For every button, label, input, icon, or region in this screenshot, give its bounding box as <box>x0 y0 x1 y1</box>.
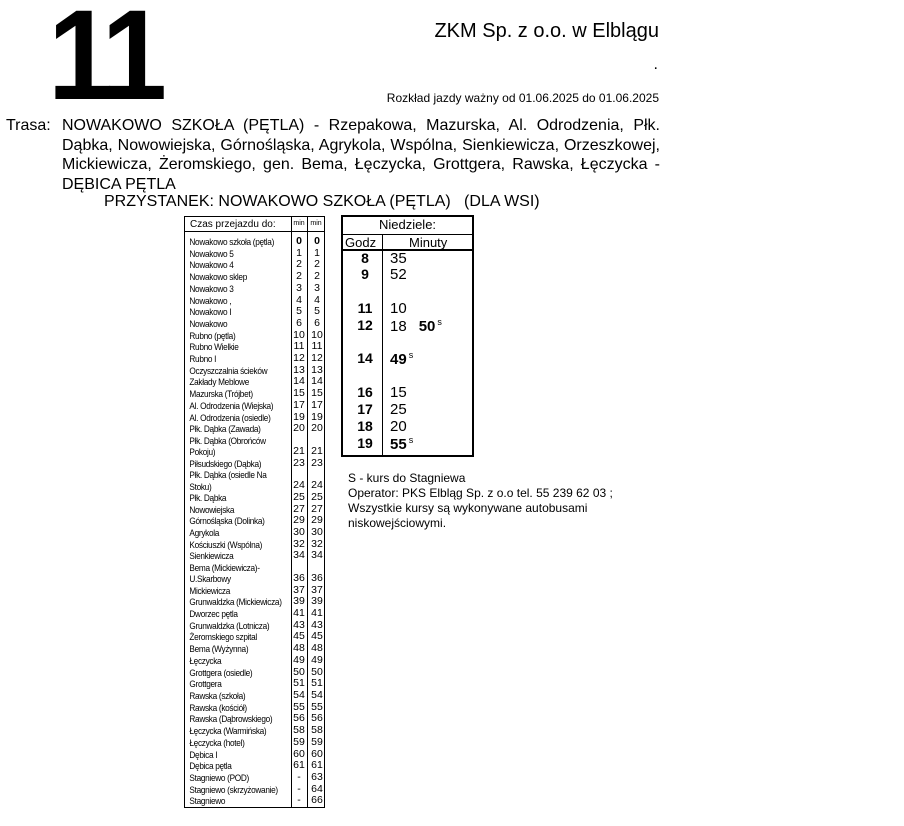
time-cell-1: 56 <box>293 712 305 725</box>
minute-value: 35 <box>390 250 407 267</box>
hour-cell: 11 <box>357 300 373 316</box>
note-line: niskowejściowymi. <box>348 516 447 530</box>
stop-name-cell: Grunwaldzka (Lotnicza) <box>189 619 270 631</box>
schedule-row <box>343 401 472 418</box>
stop-name-cell: Rubno Wielkie <box>189 341 239 353</box>
note-line: Operator: PKS Elbląg Sp. z o.o tel. 55 239 62 03 ; <box>348 486 613 500</box>
time-cell-1: 41 <box>293 607 305 620</box>
time-cell-1: 25 <box>293 490 305 503</box>
schedule-row <box>343 317 472 334</box>
minute-value: 55 <box>390 436 407 453</box>
time-cell-1: 58 <box>293 724 305 737</box>
stop-name-cell: Nowakowo <box>189 317 228 329</box>
stop-name-cell: Nowakowo sklep <box>189 271 247 283</box>
minute-value: 18 <box>390 318 407 335</box>
schedule-row <box>343 384 472 401</box>
stop-name-cell: Rawska (Dąbrowskiego) <box>189 713 273 725</box>
schedule-row <box>343 418 472 435</box>
stop-name-cell: Nowakowo 3 <box>189 282 234 294</box>
minutes-cell <box>390 435 425 453</box>
stop-name-cell: Nowakowo , <box>189 294 232 306</box>
travel-times-header <box>185 217 324 232</box>
time-cell-2: 41 <box>311 607 323 620</box>
table-row <box>185 306 324 318</box>
time-cell-1: 43 <box>293 618 305 631</box>
time-cell-1: - <box>297 782 301 795</box>
time-cell-1: 12 <box>293 352 305 365</box>
table-row <box>185 458 324 470</box>
time-cell-2: 2 <box>314 258 320 271</box>
stop-name-cell: Rubno (pętla) <box>189 329 236 341</box>
hour-cell: 16 <box>357 384 373 400</box>
time-cell-2: 34 <box>311 549 323 562</box>
time-cell-1: - <box>297 794 301 807</box>
departure-minute <box>390 318 407 335</box>
minute-value: 50 <box>418 318 436 335</box>
table-row <box>185 562 324 585</box>
time-cell-2: 56 <box>311 712 323 725</box>
time-cell-1: 54 <box>293 688 305 701</box>
time-cell-2: 49 <box>311 653 323 666</box>
time-cell-1: 2 <box>296 258 302 271</box>
minutes-cell <box>390 401 419 418</box>
time-cell-1: 50 <box>293 665 305 678</box>
note-line: Wszystkie kursy są wykonywane autobusami <box>348 501 588 515</box>
route-label: Trasa: <box>6 117 51 134</box>
stop-name-cell: Stagniewo (POD) <box>189 771 249 783</box>
stop-name-cell: Mickiewicza <box>189 584 231 596</box>
stop-name-cell: Łęczycka <box>189 654 222 666</box>
hour-cell: 18 <box>357 418 373 434</box>
time-cell-1: 49 <box>293 653 305 666</box>
time-cell-2: 14 <box>311 375 323 388</box>
stop-name-cell: Płk. Dąbka (Obrońców Pokoju) <box>189 434 266 458</box>
company-dot: . <box>653 56 658 73</box>
stop-name-cell: Al. Odrodzenia (osiedle) <box>189 411 271 423</box>
time-cell-2: 64 <box>311 782 323 795</box>
minutes-cell <box>390 266 419 283</box>
time-cell-1: 14 <box>293 375 305 388</box>
time-cell-2: 21 <box>311 444 323 457</box>
departure-minute <box>390 250 407 267</box>
time-cell-1: 34 <box>293 549 305 562</box>
stop-name-cell: Rawska (kościół) <box>189 701 247 713</box>
stop-name-cell: Stagniewo (skrzyżowanie) <box>189 783 278 795</box>
time-cell-1: 24 <box>293 479 305 492</box>
time-cell-2: 30 <box>311 525 323 538</box>
time-cell-2: 2 <box>314 270 320 283</box>
schedule-row <box>343 350 472 367</box>
minute-value: 10 <box>390 300 407 317</box>
table-row <box>185 353 324 365</box>
table-row <box>185 772 324 784</box>
time-cell-1: 37 <box>293 583 305 596</box>
time-cell-2: 5 <box>314 305 320 318</box>
time-cell-2: 45 <box>311 630 323 643</box>
time-cell-2: 10 <box>311 328 323 341</box>
table-row <box>185 760 324 772</box>
time-cell-1: 17 <box>293 398 305 411</box>
stop-name-cell: Płk. Dąbka (osiedle Na Stoku) <box>189 469 267 492</box>
schedule-table <box>341 215 474 457</box>
table-row <box>185 608 324 620</box>
time-cell-1: 20 <box>293 422 305 435</box>
course-marker: s <box>408 350 414 360</box>
table-row <box>185 400 324 412</box>
stop-name-cell: Stagniewo <box>189 795 226 807</box>
departure-minute <box>390 300 407 317</box>
time-cell-2: 13 <box>311 363 323 376</box>
stop-name-cell: Bema (Wyżynna) <box>189 643 249 655</box>
table-row <box>185 655 324 667</box>
stop-name-cell: Dębica pętla <box>189 760 232 772</box>
stop-name-cell: Rawska (szkoła) <box>189 689 246 701</box>
departure-minute <box>390 436 413 453</box>
hour-cell: 12 <box>357 317 373 333</box>
stop-name-cell: Nowowiejska <box>189 503 235 515</box>
stop-name-cell: Nowakowo I <box>189 306 232 318</box>
schedule-row <box>343 250 472 267</box>
minute-value: 20 <box>390 418 407 435</box>
departure-minute <box>390 401 407 418</box>
stop-name-cell: Łęczycka (hotel) <box>189 736 245 748</box>
time-cell-2: 37 <box>311 583 323 596</box>
time-cell-2: 25 <box>311 490 323 503</box>
time-cell-2: 48 <box>311 642 323 655</box>
time-cell-1: 2 <box>296 270 302 283</box>
stop-name-cell: Agrykola <box>189 526 220 538</box>
time-cell-2: 51 <box>311 677 323 690</box>
hour-column-header: Godz <box>345 235 377 250</box>
time-cell-2: 66 <box>311 794 323 807</box>
stop-name-cell: Mazurska (Trójbet) <box>189 388 253 400</box>
time-cell-2: 58 <box>311 724 323 737</box>
stop-name-cell: Dębica I <box>189 748 218 760</box>
stop-name-cell: Kościuszki (Wspólna) <box>189 538 263 550</box>
time-cell-1: 29 <box>293 514 305 527</box>
table-row <box>185 527 324 539</box>
hour-cell: 14 <box>357 350 373 366</box>
stop-name: PRZYSTANEK: NOWAKOWO SZKOŁA (PĘTLA) (DLA WSI) <box>104 193 540 210</box>
time-cell-2: 55 <box>311 700 323 713</box>
stop-name-cell: Al. Odrodzenia (Wiejska) <box>189 399 274 411</box>
minutes-cell <box>390 317 454 335</box>
stop-name-cell: Oczyszczalnia ścieków <box>189 364 268 376</box>
travel-times-table <box>184 216 325 808</box>
time-cell-2: 20 <box>311 422 323 435</box>
table-row <box>185 236 324 248</box>
time-cell-2: 63 <box>311 770 323 783</box>
time-cell-1: 30 <box>293 525 305 538</box>
minutes-cell <box>390 300 419 317</box>
validity-text: Rozkład jazdy ważny od 01.06.2025 do 01.06.2025 <box>386 91 659 105</box>
table-row <box>185 469 324 492</box>
time-cell-1: - <box>297 770 301 783</box>
time-cell-1: 6 <box>296 316 302 329</box>
table-row <box>185 690 324 702</box>
stop-name-cell: Dworzec pętla <box>189 608 238 620</box>
time-cell-2: 54 <box>311 688 323 701</box>
hour-cell: 17 <box>357 401 373 417</box>
course-marker: s <box>408 435 414 445</box>
minutes-cell <box>390 350 425 368</box>
table-row <box>185 492 324 504</box>
time-cell-2: 32 <box>311 537 323 550</box>
minutes-cell <box>390 250 419 267</box>
time-cell-1: 55 <box>293 700 305 713</box>
departure-minute <box>390 418 407 435</box>
stop-name-cell: Płk. Dąbka (Zawada) <box>189 423 261 435</box>
minutes-cell <box>390 418 419 435</box>
time-cell-2: 19 <box>311 410 323 423</box>
company-name: ZKM Sp. z o.o. w Elblągu <box>434 20 659 42</box>
time-cell-1: 5 <box>296 305 302 318</box>
time-cell-2: 11 <box>311 340 323 353</box>
time-cell-2: 24 <box>311 479 323 492</box>
minute-value: 49 <box>390 351 407 368</box>
table-row <box>185 259 324 271</box>
time-cell-1: 21 <box>293 444 305 457</box>
hour-cell: 19 <box>357 435 373 451</box>
departure-minute <box>390 351 413 368</box>
minutes-column-header: Minuty <box>409 235 448 250</box>
stop-name-cell: Sienkiewicza <box>189 550 234 562</box>
time-cell-2: 59 <box>311 735 323 748</box>
table-row <box>185 283 324 295</box>
travel-times-body <box>185 236 324 807</box>
time-cell-1: 48 <box>293 642 305 655</box>
time-cell-1: 19 <box>293 410 305 423</box>
stop-name-cell: Grottgera <box>189 678 222 690</box>
stop-name-cell: Grottgera (osiedle) <box>189 666 253 678</box>
schedule-row <box>343 300 472 317</box>
minute-value: 15 <box>390 384 407 401</box>
time-cell-1: 39 <box>293 595 305 608</box>
stop-name-cell: Grunwaldzka (Mickiewicza) <box>189 596 282 608</box>
time-cell-1: 3 <box>296 281 302 294</box>
time-cell-2: 6 <box>314 316 320 329</box>
time-cell-1: 4 <box>296 293 302 306</box>
minute-value: 52 <box>390 266 407 283</box>
stop-name-cell: Piłsudskiego (Dąbka) <box>189 457 262 469</box>
table-row <box>185 795 324 807</box>
time-cell-1: 13 <box>293 363 305 376</box>
departure-minute <box>390 384 407 401</box>
hour-cell: 8 <box>361 250 369 266</box>
table-row <box>185 318 324 330</box>
time-cell-2: 4 <box>314 293 320 306</box>
minute-value: 25 <box>390 401 407 418</box>
time-cell-1: 1 <box>296 246 302 259</box>
table-row <box>185 271 324 283</box>
min-header-2: min <box>310 220 322 227</box>
travel-times-header-label: Czas przejazdu do: <box>190 219 276 230</box>
time-cell-2: 39 <box>311 595 323 608</box>
time-cell-2: 15 <box>311 387 323 400</box>
stop-name-cell: Żeromskiego szpital <box>189 631 257 643</box>
table-row <box>185 295 324 307</box>
departure-minute <box>419 318 442 335</box>
time-cell-2: 43 <box>311 618 323 631</box>
stop-name-cell: Bema (Mickiewicza)-U.Skarbowy <box>189 562 260 585</box>
note-line: S - kurs do Stagniewa <box>348 471 466 485</box>
stop-name-cell: Nowakowo szkoła (pętla) <box>189 236 275 247</box>
time-cell-2: 60 <box>311 747 323 760</box>
time-cell-1: 61 <box>293 759 305 772</box>
table-row <box>185 737 324 749</box>
time-cell-1: 36 <box>293 571 305 584</box>
time-cell-1: 11 <box>293 340 305 353</box>
time-cell-2: 36 <box>311 571 323 584</box>
departure-minute <box>390 266 407 283</box>
stop-name-cell: Nowakowo 5 <box>189 247 234 259</box>
min-header-1: min <box>293 220 305 227</box>
time-cell-1: 32 <box>293 537 305 550</box>
stop-name-cell: Rubno I <box>189 353 217 365</box>
time-cell-2: 17 <box>311 398 323 411</box>
time-cell-2: 12 <box>311 352 323 365</box>
time-cell-2: 1 <box>314 246 320 259</box>
time-cell-1: 51 <box>293 677 305 690</box>
schedule-row <box>343 266 472 283</box>
table-row <box>185 550 324 562</box>
stop-name-cell: Zakłady Meblowe <box>189 376 249 388</box>
notes <box>348 471 648 531</box>
stop-name-cell: Łęczycka (Warmińska) <box>189 725 267 737</box>
time-cell-2: 61 <box>311 759 323 772</box>
stop-name-cell: Górnośląska (Dolinka) <box>189 515 265 527</box>
course-marker: s <box>437 317 442 327</box>
time-cell-2: 0 <box>314 235 320 247</box>
table-row <box>185 423 324 435</box>
table-row <box>185 784 324 796</box>
table-row <box>185 248 324 260</box>
time-cell-1: 59 <box>293 735 305 748</box>
minutes-cell <box>390 384 419 401</box>
time-cell-2: 3 <box>314 281 320 294</box>
table-row <box>185 435 324 458</box>
hour-cell: 9 <box>361 266 369 282</box>
time-cell-2: 23 <box>311 456 323 469</box>
time-cell-1: 45 <box>293 630 305 643</box>
time-cell-2: 50 <box>311 665 323 678</box>
time-cell-1: 10 <box>293 328 305 341</box>
route-text: NOWAKOWO SZKOŁA (PĘTLA) - Rzepakowa, Mazurska, Al. Odrodzenia, Płk. Dąbka, Nowowiejska, Górnośląska, Agrykola, Wspólna, Sienkiewicza, Orzeszkowej, Mickiewicza, Żeromskiego, gen. Bema, Łęczycka, Grottgera, Rawska, Łęczycka - DĘBICA PĘTLA <box>62 117 660 193</box>
schedule-row <box>343 435 472 452</box>
stop-name-cell: Płk. Dąbka <box>189 491 227 503</box>
line-number: 11 <box>48 0 162 127</box>
time-cell-1: 15 <box>293 387 305 400</box>
time-cell-1: 60 <box>293 747 305 760</box>
time-cell-2: 29 <box>311 514 323 527</box>
stop-name-cell: Nowakowo 4 <box>189 259 234 271</box>
schedule-day-title: Niedziele: <box>378 217 437 232</box>
time-cell-1: 0 <box>296 235 302 247</box>
time-cell-1: 23 <box>293 456 305 469</box>
time-cell-2: 27 <box>311 502 323 515</box>
time-cell-1: 27 <box>293 502 305 515</box>
